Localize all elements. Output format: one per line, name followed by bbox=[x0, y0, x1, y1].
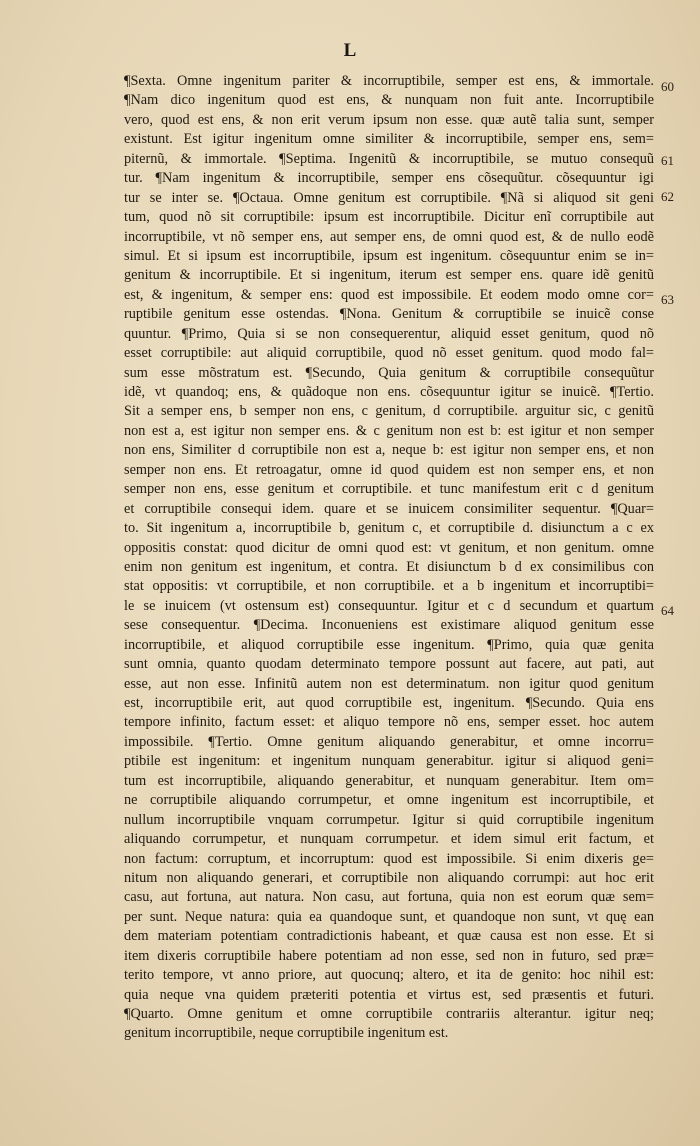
text-line: est, incorruptibile erit, aut quod corruptibile est, ingenitum. ¶Secundo. Quia ens bbox=[124, 695, 654, 711]
text-line: aliquando corrumpetur, et nunquam corrumpetur. et idem simul erit factum, et bbox=[124, 831, 654, 848]
text-line: idẽ, vt quandoq; ens, & quãdoque non ens. cõsequuntur igitur se inuicẽ. ¶Tertio. bbox=[124, 384, 654, 400]
text-line: Sit a semper ens, b semper non ens, c genitum, d corruptibile. arguitur sic, c genitũ bbox=[124, 403, 654, 420]
text-line: ne corruptibile aliquando corrumpetur, et omne ingenitum est incorruptibile, et bbox=[124, 792, 654, 809]
text-line: oppositis constat: quod dicitur de omni quod est: vt genitum, et non genitum. omne bbox=[124, 539, 654, 556]
text-line: tum, quod nõ sit corruptibile: ipsum est incorruptibile. Dicitur enĩ corruptibile aut bbox=[124, 209, 654, 226]
text-line: to. Sit ingenitum a, incorruptibile b, genitum c, et corruptibile d. disiunctum a c ex bbox=[124, 520, 654, 537]
text-line: tur se inter se. ¶Octaua. Omne genitum est corruptibile. ¶Nã si aliquod sit geni bbox=[124, 189, 654, 206]
text-line: quia neque vna quidem præteriti potentia et virtus est, sed præsentis et futuri. bbox=[124, 986, 654, 1003]
text-line: terito tempore, vt anno priore, aut quocunq; altero, et ita de genito: hoc nihil est: bbox=[124, 967, 654, 984]
margin-number: 61 bbox=[661, 153, 674, 168]
text-line: ptibile est ingenitum: et ingenitum nunquam generabitur. igitur si aliquod geni= bbox=[124, 753, 654, 770]
text-line: sunt omnia, quanto quodam determinato tempore possunt aut facere, aut pati, aut bbox=[124, 656, 654, 673]
text-line: sum esse mõstratum est. ¶Secundo, Quia genitum & corruptibile consequũtur bbox=[124, 364, 654, 381]
text-block bbox=[124, 72, 654, 1044]
text-line: semper non ens. Et retroagatur, omne id quod quidem est non semper ens, et non bbox=[124, 461, 654, 478]
text-line: esse, aut non esse. Infinitũ autem non est determinatum. non igitur quod genitum bbox=[124, 675, 654, 692]
text-line: item dixeris corruptibile habere potentiam ad non esse, sed non in futuro, sed præ= bbox=[124, 947, 654, 964]
text-line: non est a, est igitur non semper ens. & c genitum non est b: est igitur et non semper bbox=[124, 422, 654, 439]
text-line: non factum: corruptum, et incorruptum: quod est impossibile. Si enim dixeris ge= bbox=[124, 850, 654, 867]
text-line: nitum non aliquando generari, et corruptibile non aliquando corrumpi: aut hoc erit bbox=[124, 869, 654, 886]
text-line: le se inuicem (vt ostensum est) consequuntur. Igitur et c d secundum et quartum bbox=[124, 597, 654, 614]
text-line: est, & ingenitum, & semper ens: quod est impossibile. Et eodem modo omne cor= bbox=[124, 286, 654, 303]
text-line: vero, quod est ens, & non erit verum ipsum non esse. quæ autẽ talia sunt, semper bbox=[124, 111, 654, 128]
text-line: et corruptibile consequi idem. quare et se inuicem consimiliter sequentur. ¶Quar= bbox=[124, 500, 654, 517]
text-line: tempore infinito, factum esset: et aliquo tempore nõ ens, semper esset. hoc autem bbox=[124, 714, 654, 731]
text-line: per sunt. Neque natura: quia ea quandoque sunt, et quandoque non sunt, vt quę ean bbox=[124, 908, 654, 925]
text-line: piternũ, & immortale. ¶Septima. Ingenitũ & incorruptibile, se mutuo consequũ bbox=[124, 150, 654, 167]
text-line: non ens, Similiter d corruptibile non est a, neque b: est igitur non semper ens, et non bbox=[124, 442, 654, 459]
text-line: ¶Nam dico ingenitum quod est ens, & nunquam non fuit ante. Incorruptibile bbox=[124, 92, 654, 109]
text-line: impossibile. ¶Tertio. Omne genitum aliquando generabitur, et omne incorru= bbox=[124, 733, 654, 750]
text-line: tur. ¶Nam ingenitum & incorruptibile, semper ens cõsequũtur. cõsequuntur igi bbox=[124, 170, 654, 187]
text-line: tum est incorruptibile, aliquando generabitur, et nunquam generabitur. Item om= bbox=[124, 772, 654, 789]
text-line: enim non genitum est ingenitum, et contra. Et disiunctum b d ex consimilibus con bbox=[124, 558, 654, 575]
text-line: sese consequentur. ¶Decima. Inconueniens est existimare aliquod genitum esse bbox=[124, 617, 654, 634]
text-line: esset corruptibile: aut aliquid corruptibile, quod nõ esset genitum. quod modo fal= bbox=[124, 345, 654, 362]
text-line: ¶Sexta. Omne ingenitum pariter & incorruptibile, semper est ens, & immortale. bbox=[124, 73, 654, 89]
margin-number: 60 bbox=[661, 79, 674, 94]
text-line: simul. Et si ipsum est incorruptibile, ipsum est ingenitum. cõsequuntur enim se in= bbox=[124, 247, 654, 264]
text-line: genitum & incorruptibile. Et si ingenitum, iterum est semper ens. quare idẽ genitũ bbox=[124, 267, 654, 284]
folio-letter: L bbox=[343, 40, 357, 61]
text-line: stat oppositis: vt corruptibile, et non corruptibile. et a b ingenitum et incorruptibi= bbox=[124, 578, 654, 595]
text-line: nullum incorruptibile vnquam corrumpetur. Igitur si quid corruptibile ingenitum bbox=[124, 811, 654, 828]
text-line: genitum incorruptibile, neque corruptibile ingenitum est. bbox=[124, 1025, 449, 1042]
text-line: ¶Quarto. Omne genitum et omne corruptibile contrariis alterantur. igitur neq; bbox=[124, 1006, 654, 1022]
margin-number: 62 bbox=[661, 189, 674, 204]
margin-number: 64 bbox=[661, 603, 674, 618]
text-line: existunt. Est igitur ingenitum omne similiter & incorruptibile, semper ens, sem= bbox=[124, 131, 654, 148]
text-line: incorruptibile, et aliquod corruptibile esse ingenitum. ¶Primo, quia quæ genita bbox=[124, 636, 654, 653]
text-line: quuntur. ¶Primo, Quia si se non consequerentur, aliquid esset genitum, quod nõ bbox=[124, 325, 654, 342]
text-line: incorruptibile, vt nõ semper ens, aut semper ens, de omni quod est, & de nullo eodẽ bbox=[124, 228, 654, 245]
text-line: casu, aut fortuna, aut natura. Non casu, aut fortuna, quia non est eorum quæ sem= bbox=[124, 889, 654, 906]
margin-number: 63 bbox=[661, 292, 674, 307]
text-line: semper non ens, esse genitum et corruptibile. et tunc manifestum erit c d genitum bbox=[124, 481, 654, 498]
text-line: ruptibile genitum esse ostendas. ¶Nona. Genitum & corruptibile se inuicẽ conse bbox=[124, 306, 654, 323]
text-line: dem materiam potentiam contradictionis habeant, et quæ causa est non esse. Et si bbox=[124, 928, 654, 945]
